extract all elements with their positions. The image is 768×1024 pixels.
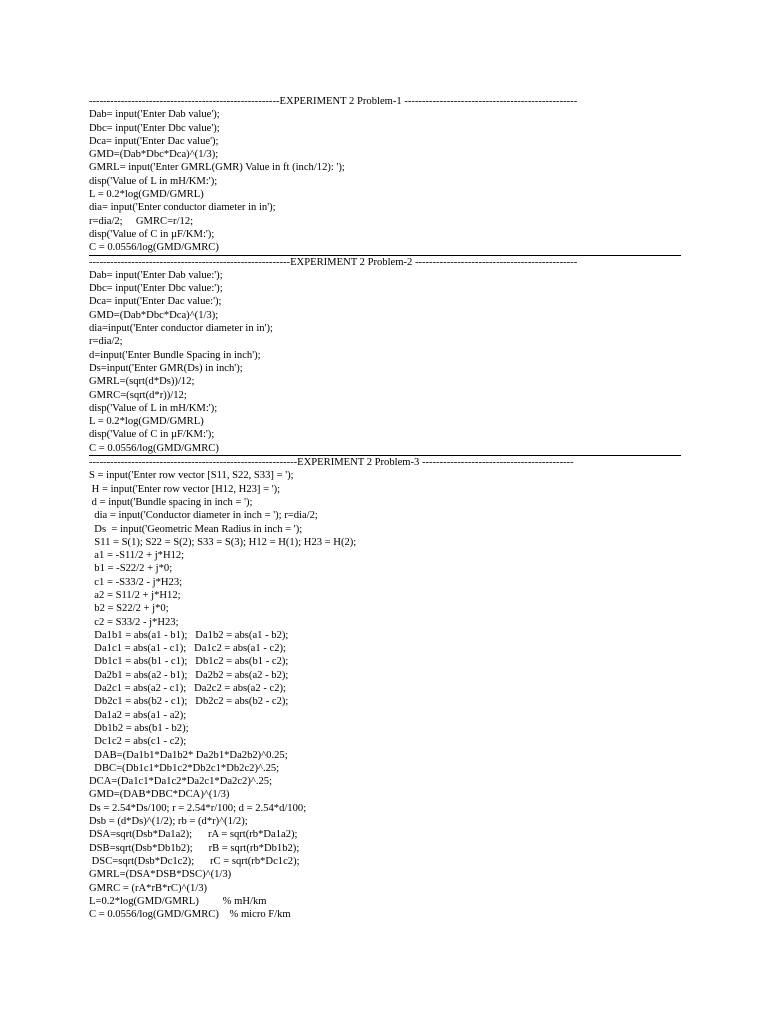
code-line: DSB=sqrt(Dsb*Db1b2); rB = sqrt(rb*Db1b2); bbox=[89, 842, 300, 854]
section-problem-3 bbox=[89, 456, 681, 921]
code-line: DAB=(Da1b1*Da1b2* Da2b1*Da2b2)^0.25; bbox=[89, 749, 288, 761]
code-line: disp('Value of L in mH/KM:'); bbox=[89, 175, 218, 187]
code-line: dia=input('Enter conductor diameter in in'); bbox=[89, 323, 273, 335]
code-line: S = input('Enter row vector [S11, S22, S33] = '); bbox=[89, 470, 294, 482]
code-line: a2 = S11/2 + j*H12; bbox=[89, 589, 181, 601]
code-line: Da1c1 = abs(a1 - c1); Da1c2 = abs(a1 - c2); bbox=[89, 643, 286, 655]
code-line: Ds = input('Geometric Mean Radius in inch = '); bbox=[89, 523, 303, 535]
code-line: Dca= input('Enter Dac value'); bbox=[89, 135, 219, 147]
section-header: ---------------------------------------------------------EXPERIMENT 2 Problem-2 ---------------------------------------------- bbox=[89, 256, 578, 268]
code-line: GMRL= input('Enter GMRL(GMR) Value in ft (inch/12): '); bbox=[89, 162, 345, 174]
code-line: Da2c1 = abs(a2 - c1); Da2c2 = abs(a2 - c2); bbox=[89, 683, 286, 695]
code-line: c1 = -S33/2 - j*H23; bbox=[89, 576, 183, 588]
code-line: GMRL=(DSA*DSB*DSC)^(1/3) bbox=[89, 869, 232, 881]
code-line: dia = input('Conductor diameter in inch = '); r=dia/2; bbox=[89, 510, 318, 522]
code-line: Dab= input('Enter Dab value'); bbox=[89, 109, 220, 121]
code-line: Ds = 2.54*Ds/100; r = 2.54*r/100; d = 2.54*d/100; bbox=[89, 802, 307, 814]
code-line: GMD=(DAB*DBC*DCA)^(1/3) bbox=[89, 789, 230, 801]
code-line: GMRC = (rA*rB*rC)^(1/3) bbox=[89, 882, 208, 894]
section-header: ------------------------------------------------------EXPERIMENT 2 Problem-1 ------------------------------------------------- bbox=[89, 96, 578, 107]
code-line: H = input('Enter row vector [H12, H23] = '); bbox=[89, 483, 281, 495]
code-line: Da2b1 = abs(a2 - b1); Da2b2 = abs(a2 - b2); bbox=[89, 669, 289, 681]
section-problem-2 bbox=[89, 256, 681, 455]
code-line: Dca= input('Enter Dac value:'); bbox=[89, 296, 222, 308]
code-line: Db1b2 = abs(b1 - b2); bbox=[89, 722, 189, 734]
code-line: Dc1c2 = abs(c1 - c2); bbox=[89, 736, 187, 748]
code-line: S11 = S(1); S22 = S(2); S33 = S(3); H12 = H(1); H23 = H(2); bbox=[89, 536, 357, 548]
code-line: r=dia/2; GMRC=r/12; bbox=[89, 215, 194, 227]
code-line: C = 0.0556/log(GMD/GMRC) % micro F/km bbox=[89, 909, 291, 921]
code-line: C = 0.0556/log(GMD/GMRC) bbox=[89, 442, 219, 454]
code-line: L=0.2*log(GMD/GMRL) % mH/km bbox=[89, 895, 267, 907]
code-line: disp('Value of C in µF/KM:'); bbox=[89, 429, 215, 441]
code-line: DSA=sqrt(Dsb*Da1a2); rA = sqrt(rb*Da1a2); bbox=[89, 829, 298, 841]
code-line: DSC=sqrt(Dsb*Dc1c2); rC = sqrt(rb*Dc1c2); bbox=[89, 855, 300, 867]
code-line: r=dia/2; bbox=[89, 336, 123, 348]
code-line: Dbc= input('Enter Dbc value:'); bbox=[89, 283, 223, 295]
code-line: Db1c1 = abs(b1 - c1); Db1c2 = abs(b1 - c2); bbox=[89, 656, 289, 668]
code-line: GMRL=(sqrt(d*Ds))/12; bbox=[89, 376, 195, 388]
code-line: disp('Value of L in mH/KM:'); bbox=[89, 402, 218, 414]
code-line: c2 = S33/2 - j*H23; bbox=[89, 616, 179, 628]
code-line: GMD=(Dab*Dbc*Dca)^(1/3); bbox=[89, 149, 219, 161]
code-line: Dab= input('Enter Dab value:'); bbox=[89, 269, 223, 281]
code-line: Dsb = (d*Ds)^(1/2); rb = (d*r)^(1/2); bbox=[89, 816, 248, 828]
code-line: Da1b1 = abs(a1 - b1); Da1b2 = abs(a1 - b2); bbox=[89, 629, 289, 641]
code-line: Da1a2 = abs(a1 - a2); bbox=[89, 709, 187, 721]
code-line: DCA=(Da1c1*Da1c2*Da2c1*Da2c2)^.25; bbox=[89, 776, 273, 788]
code-line: GMRC=(sqrt(d*r))/12; bbox=[89, 389, 187, 401]
code-line: DBC=(Db1c1*Db1c2*Db2c1*Db2c2)^.25; bbox=[89, 762, 280, 774]
code-line: GMD=(Dab*Dbc*Dca)^(1/3); bbox=[89, 309, 219, 321]
code-line: b2 = S22/2 + j*0; bbox=[89, 603, 169, 615]
code-line: L = 0.2*log(GMD/GMRL) bbox=[89, 189, 204, 201]
code-line: C = 0.0556/log(GMD/GMRC) bbox=[89, 242, 219, 254]
code-line: Db2c1 = abs(b2 - c1); Db2c2 = abs(b2 - c2); bbox=[89, 696, 289, 708]
section-header: -----------------------------------------------------------EXPERIMENT 2 Problem-3 ------------------------------------------- bbox=[89, 457, 574, 469]
code-line: d = input('Bundle spacing in inch = '); bbox=[89, 496, 253, 508]
code-line: b1 = -S22/2 + j*0; bbox=[89, 563, 173, 575]
code-line: d=input('Enter Bundle Spacing in inch'); bbox=[89, 349, 261, 361]
code-line: L = 0.2*log(GMD/GMRL) bbox=[89, 416, 204, 428]
section-problem-1 bbox=[89, 95, 681, 255]
code-line: a1 = -S11/2 + j*H12; bbox=[89, 550, 185, 562]
code-line: Dbc= input('Enter Dbc value'); bbox=[89, 122, 220, 134]
code-line: Ds=input('Enter GMR(Ds) in inch'); bbox=[89, 362, 243, 374]
document-body bbox=[89, 95, 681, 921]
code-line: disp('Value of C in µF/KM:'); bbox=[89, 228, 215, 240]
code-line: dia= input('Enter conductor diameter in in'); bbox=[89, 202, 276, 214]
